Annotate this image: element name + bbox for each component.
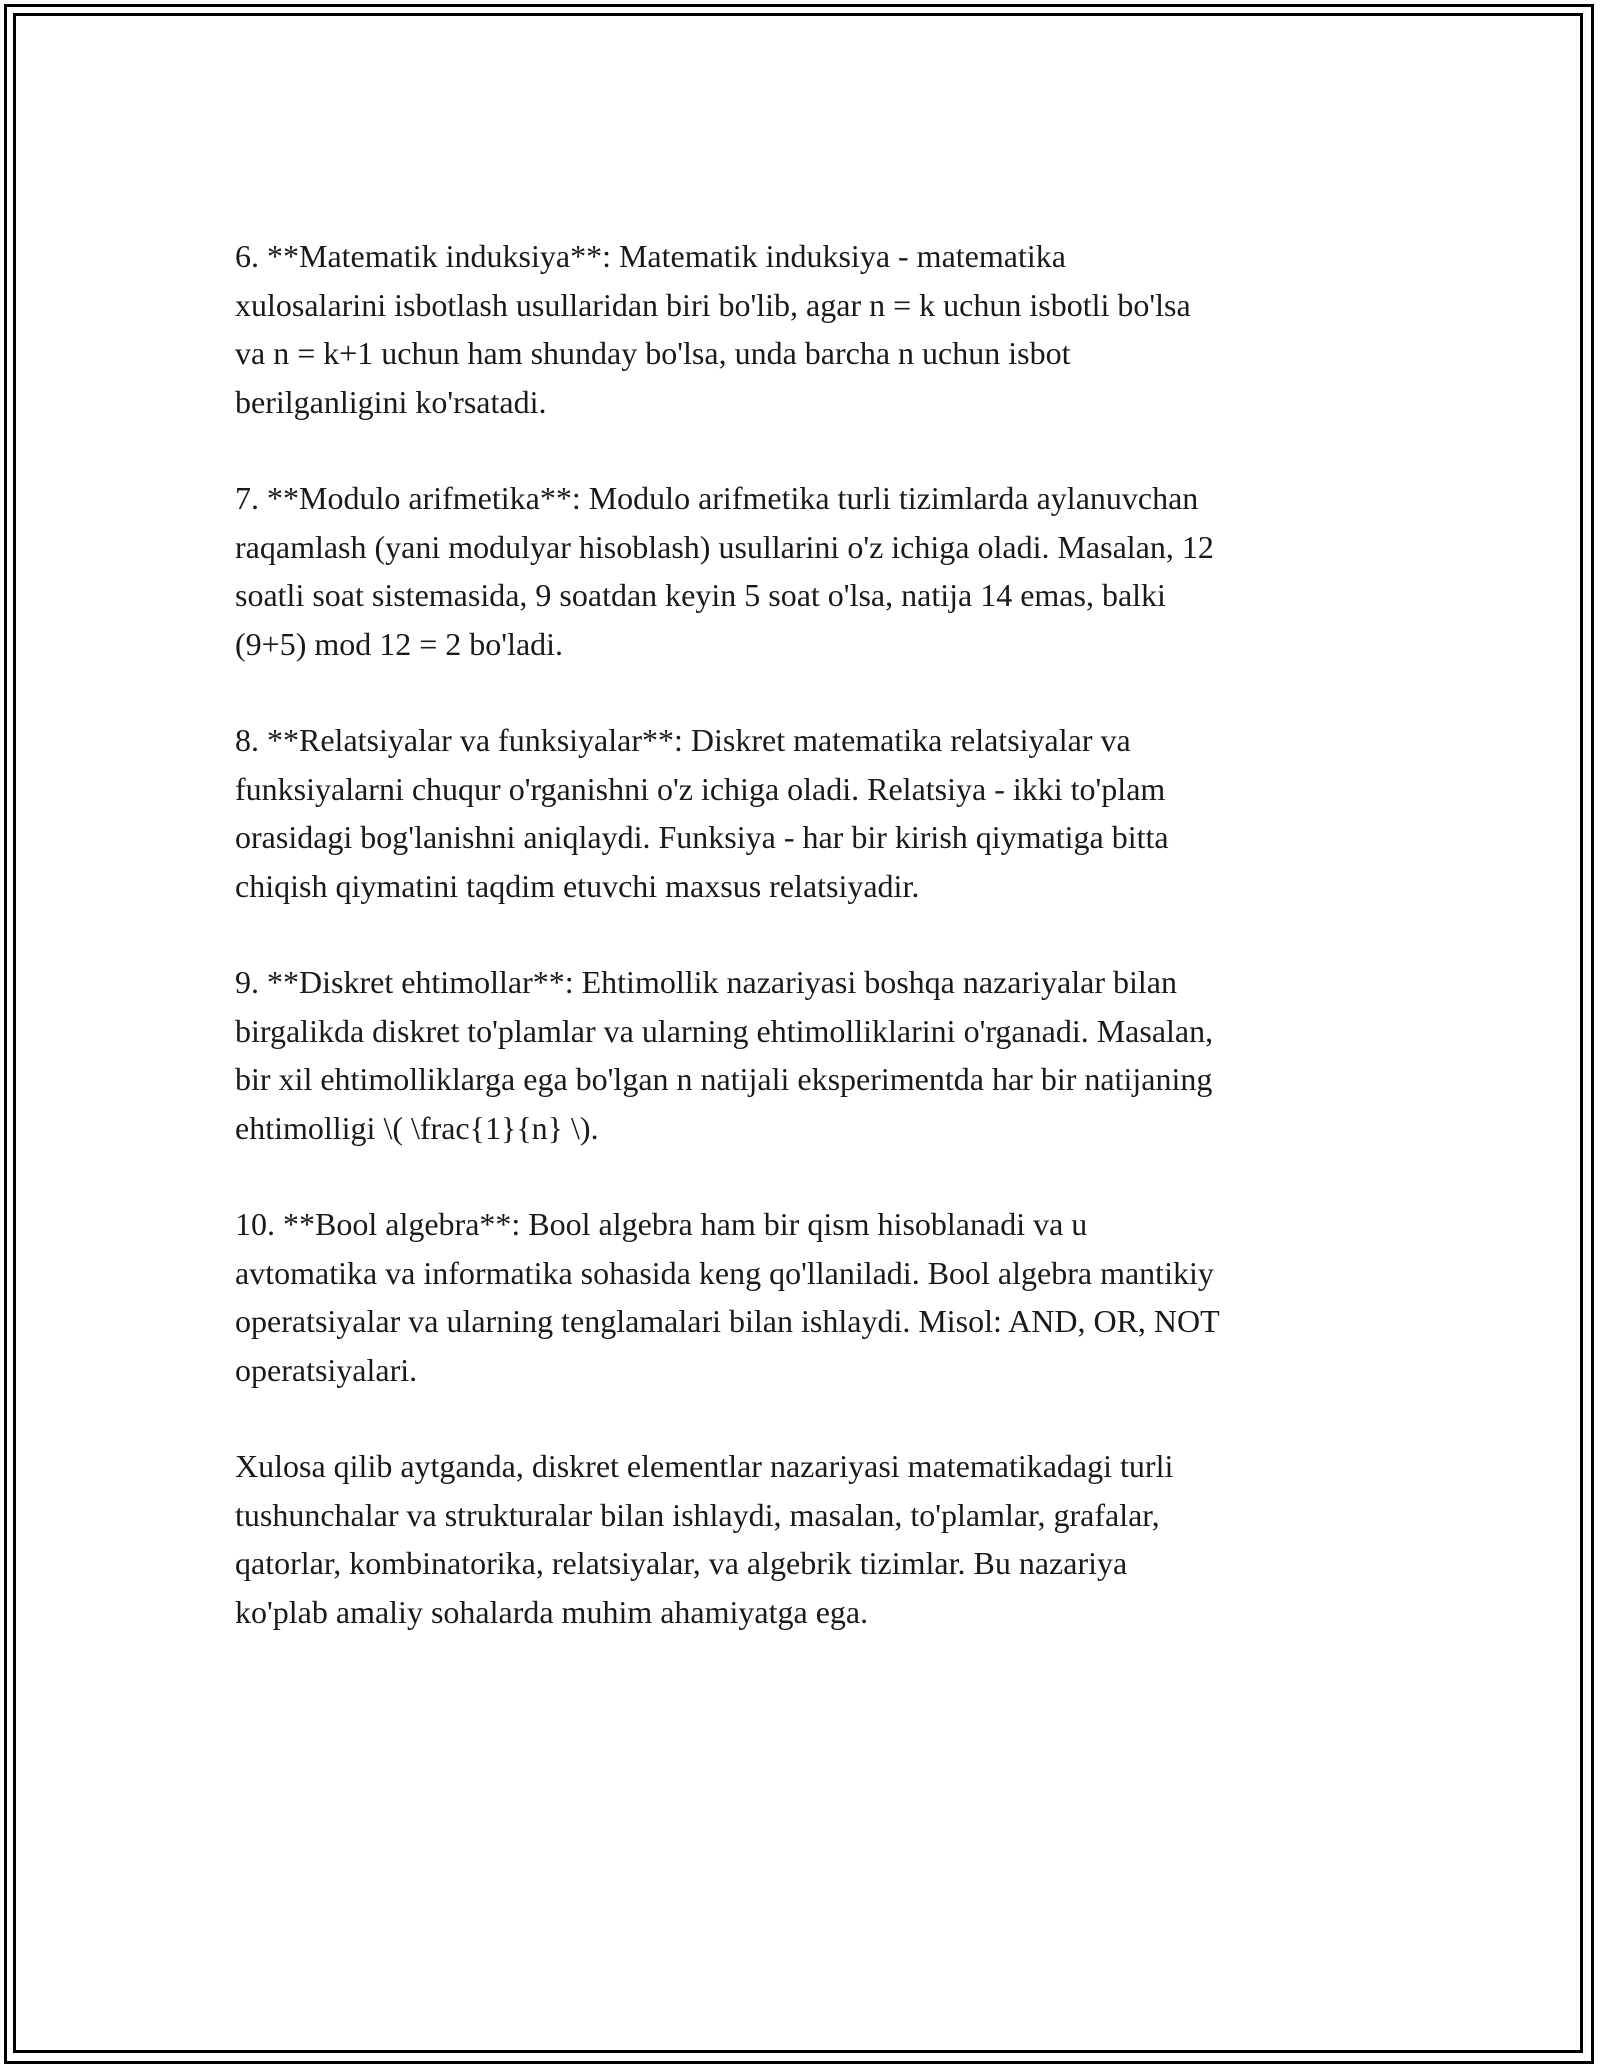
text-line: soatli soat sistemasida, 9 soatdan keyin 5 soat o'lsa, natija 14 emas, balki [235, 577, 1166, 613]
paragraph-diskret-ehtimollar [235, 958, 1375, 1152]
text-line: xulosalarini isbotlash usullaridan biri bo'lib, agar n = k uchun isbotli bo'lsa [235, 286, 1191, 323]
text-line: operatsiyalar va ularning tenglamalari bilan ishlaydi. Misol: AND, OR, NOT [235, 1303, 1220, 1339]
text-line: ko'plab amaliy sohalarda muhim ahamiyatga ega. [235, 1593, 869, 1630]
text-line: 9. **Diskret ehtimollar**: Ehtimollik nazariyasi boshqa nazariyalar bilan [235, 964, 1177, 1000]
paragraph-relatsiyalar-va-funksiyalar [235, 716, 1375, 910]
text-line: (9+5) mod 12 = 2 bo'ladi. [235, 625, 564, 662]
text-line: Xulosa qilib aytganda, diskret elementlar nazariyasi matematikadagi turli [235, 1448, 1174, 1484]
paragraph-bool-algebra [235, 1200, 1375, 1394]
text-line: operatsiyalari. [235, 1351, 418, 1388]
text-line: 8. **Relatsiyalar va funksiyalar**: Diskret matematika relatsiyalar va [235, 722, 1131, 758]
text-line: tushunchalar va strukturalar bilan ishlaydi, masalan, to'plamlar, grafalar, [235, 1496, 1160, 1533]
text-line: birgalikda diskret to'plamlar va ularning ehtimolliklarini o'rganadi. Masalan, [235, 1012, 1214, 1049]
text-line: ehtimolligi \( \frac{1}{n} \). [235, 1109, 599, 1146]
text-line: avtomatika va informatika sohasida keng qo'llaniladi. Bool algebra mantikiy [235, 1254, 1214, 1291]
text-line: funksiyalarni chuqur o'rganishni o'z ichiga oladi. Relatsiya - ikki to'plam [235, 770, 1166, 807]
paragraph-modulo-arifmetika [235, 474, 1375, 668]
text-line: raqamlash (yani modulyar hisoblash) usullarini o'z ichiga oladi. Masalan, 12 [235, 528, 1214, 565]
paragraph-conclusion [235, 1442, 1375, 1636]
text-line: bir xil ehtimolliklarga ega bo'lgan n natijali eksperimentda har bir natijaning [235, 1061, 1213, 1097]
text-line: chiqish qiymatini taqdim etuvchi maxsus relatsiyadir. [235, 867, 920, 904]
text-line: va n = k+1 uchun ham shunday bo'lsa, unda barcha n uchun isbot [235, 335, 1071, 371]
text-line: orasidagi bog'lanishni aniqlaydi. Funksiya - har bir kirish qiymatiga bitta [235, 819, 1169, 855]
document-body [235, 232, 1375, 1684]
text-line: berilganligini ko'rsatadi. [235, 383, 547, 420]
text-line: 6. **Matematik induksiya**: Matematik induksiya - matematika [235, 238, 1066, 274]
text-line: qatorlar, kombinatorika, relatsiyalar, va algebrik tizimlar. Bu nazariya [235, 1545, 1128, 1581]
paragraph-matematik-induksiya [235, 232, 1375, 426]
text-line: 10. **Bool algebra**: Bool algebra ham bir qism hisoblanadi va u [235, 1206, 1088, 1242]
text-line: 7. **Modulo arifmetika**: Modulo arifmetika turli tizimlarda aylanuvchan [235, 480, 1199, 516]
